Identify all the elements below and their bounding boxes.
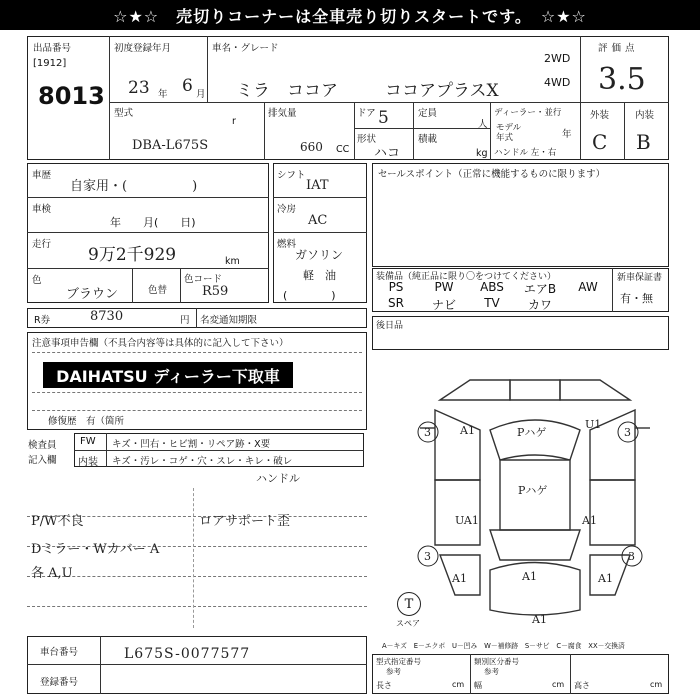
- exterior-grade: C: [592, 130, 608, 154]
- damage-legend: A－キズ E－エクボ U－凹み W－補修跡 S－サビ C－腐食 XX－交換済: [382, 642, 625, 650]
- interior-grade: B: [636, 130, 651, 154]
- eval-score: 3.5: [598, 62, 646, 97]
- equip-airbag: エアB: [523, 282, 557, 296]
- later-items-section: [372, 316, 669, 350]
- remark-each: 各 A,U: [31, 566, 73, 581]
- diagram-mark-rear-quarter-right: A1: [598, 572, 613, 585]
- lot-number: 8013: [38, 82, 105, 110]
- diagram-mark-left-door: UA1: [455, 514, 479, 527]
- diagram-mark-bumper-right: U1: [585, 418, 602, 431]
- notice-label: 名変通知期限: [200, 315, 258, 326]
- diagram-mark-rear-right: 3: [628, 550, 635, 563]
- warranty-value: 有・無: [620, 292, 653, 305]
- shape-value: ハコ: [374, 146, 401, 161]
- equip-sr: SR: [388, 296, 404, 310]
- interior-items: キズ・汚レ・コゲ・穴・スレ・キレ・破レ: [112, 456, 293, 467]
- fuel-diesel: 軽 油: [303, 269, 336, 282]
- diagram-mark-rear-left: 3: [424, 550, 431, 563]
- car-name: ミラ ココア: [236, 81, 338, 101]
- eval-label: 評価点: [598, 43, 639, 54]
- remarks-area: [27, 488, 367, 628]
- fw-items: キズ・凹右・ヒビ割・リペア跡・X要: [112, 439, 271, 450]
- lot-label: 出品番号: [33, 43, 72, 54]
- inspection-value: 年 月( 日): [110, 216, 196, 229]
- equipment-grid: [374, 280, 610, 310]
- equip-pw: PW: [434, 280, 454, 294]
- load-label: 積載: [418, 134, 438, 145]
- spare-label: スペア: [396, 619, 420, 628]
- lot-bracket: [1912]: [33, 58, 67, 69]
- remark-pw: P/W不良: [31, 514, 84, 529]
- drive-4wd: 4WD: [544, 76, 571, 89]
- diagram-mark-hood: Pハゲ: [517, 426, 547, 439]
- exterior-label: 外装: [590, 110, 610, 121]
- shape-label: 形状: [357, 134, 377, 145]
- displacement-label: 排気量: [268, 108, 297, 119]
- diagram-mark-rear-bumper: A1: [532, 613, 547, 625]
- model-label: 型式: [114, 108, 134, 119]
- equip-navi: ナビ: [431, 298, 456, 312]
- diagram-mark-front-left: 3: [424, 426, 431, 439]
- diagram-mark-front-right: 3: [624, 426, 631, 439]
- color-value: ブラウン: [66, 287, 119, 302]
- equip-tv: TV: [484, 296, 500, 310]
- diagram-mark-roof: Pハゲ: [518, 484, 548, 497]
- door-value: 5: [378, 108, 389, 128]
- equip-aw: AW: [578, 280, 598, 294]
- ac-value: AC: [308, 213, 328, 228]
- equip-ps: PS: [388, 280, 404, 294]
- color-code-value: R59: [202, 284, 229, 299]
- notes-header: 注意事項申告欄（不具合内容等は具体的に記入して下さい）: [32, 338, 289, 349]
- spare-mark: T: [397, 592, 421, 616]
- model-value: DBA-L675S: [132, 138, 209, 153]
- first-reg-month: 6: [182, 76, 193, 96]
- car-grade: ココアプラスX: [385, 81, 499, 101]
- car-name-label: 車名・グレード: [212, 43, 279, 54]
- recycle-section: [27, 308, 367, 328]
- shift-value: IAT: [306, 178, 329, 193]
- first-reg-label: 初度登録年月: [114, 43, 172, 54]
- recycle-value: 8730: [90, 309, 124, 324]
- dealer-trade-in-stamp: DAIHATSU ディーラー下取車: [43, 362, 293, 388]
- car-damage-diagram: [400, 370, 670, 625]
- banner: ☆★☆ 売切りコーナーは全車売り切りスタートです。 ☆★☆: [0, 0, 700, 30]
- door-label: ドア: [357, 108, 376, 119]
- equip-abs: ABS: [480, 280, 504, 294]
- first-reg-year: 23: [128, 78, 150, 98]
- mileage-value: 9万2千929: [88, 245, 177, 265]
- remark-mirror: Dミラー・Wカバー A: [31, 542, 160, 557]
- handle-note: ハンドル: [256, 472, 300, 485]
- warranty-label: 新車保証書: [617, 273, 663, 283]
- equipment-label: 装備品（純正品に限り〇をつけてください）: [376, 272, 557, 282]
- top-section: [27, 36, 669, 160]
- diagram-mark-right-door: A1: [582, 514, 597, 527]
- fuel-gasoline: ガソリン: [295, 248, 344, 262]
- interior-label: 内装: [635, 110, 655, 121]
- repair-history: 修復歴 有（箇所: [48, 416, 125, 427]
- chassis-value: L675S-0077577: [124, 646, 251, 662]
- diagram-mark-rear-quarter-left: A1: [452, 572, 467, 585]
- capacity-label: 定員: [418, 108, 438, 119]
- remark-lower-support: ロアサポート歪: [199, 514, 291, 529]
- diagram-mark-bumper-left: A1: [460, 424, 475, 437]
- dealer-label: ディーラー・並行: [494, 108, 562, 118]
- displacement-value: 660: [300, 140, 323, 154]
- equip-leather: カワ: [527, 298, 552, 312]
- drive-2wd: 2WD: [544, 52, 571, 65]
- history-value: 自家用・( ): [70, 179, 198, 194]
- diagram-mark-tailgate: A1: [522, 570, 537, 583]
- sales-point-label: セールスポイント（正常に機能するものに限ります）: [378, 169, 606, 180]
- handle-label: ハンドル 左・右: [494, 148, 557, 158]
